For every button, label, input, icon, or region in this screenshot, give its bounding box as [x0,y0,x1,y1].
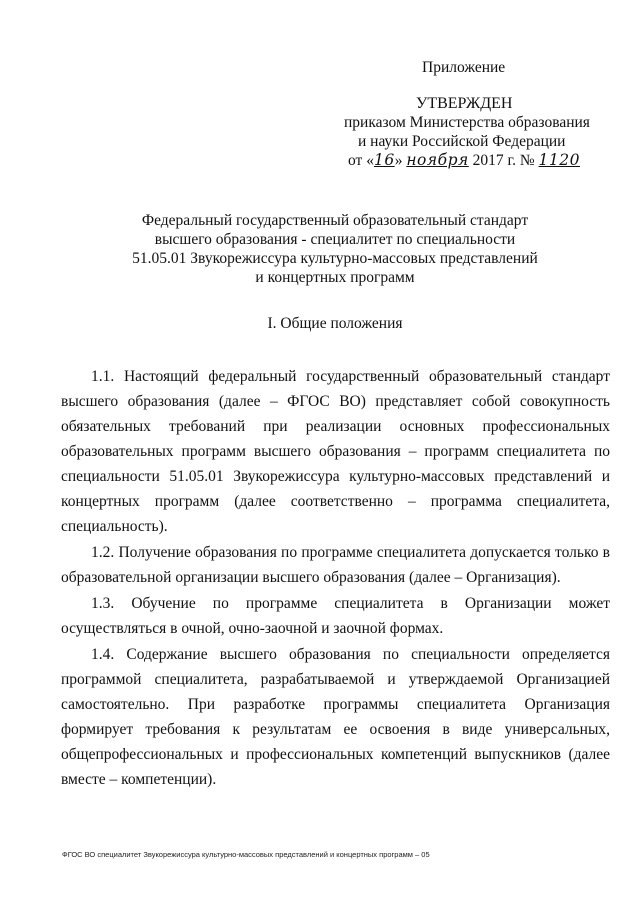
order-year: 2017 г. № [472,152,535,169]
order-line-1: приказом Министерства образования [344,114,590,131]
date-prefix: от « [348,152,374,169]
document-title [60,211,610,287]
paragraph-1-1: 1.1. Настоящий федеральный государственный образовательный стандарт высшего образования (далее – ФГОС ВО) представляет собой совокупность обязательных требований при реализации основных профессиональных образовательных программ высшего образования – программ специалитета по специальности 51.05.01 Звукорежиссура культурно-массовых представлений и концертных программ (далее соответственно – программа специалитета, специальность). [61,368,610,535]
paragraph-1-3: 1.3. Обучение по программе специалитета в Организации может осуществляться в очной, очно-заочной и заочной формах. [61,595,610,637]
order-day: 16 [373,151,395,169]
order-line-2: и науки Российской Федерации [358,133,566,150]
order-month: ноября [406,151,469,169]
title-line: 51.05.01 Звукорежиссура культурно-массовых представлений [132,250,538,267]
page-footer: ФГОС ВО специалитет Звукорежиссура культурно-массовых представлений и концертных программ – 05 [62,850,430,859]
approved-label: УТВЕРЖДЕН [416,95,513,112]
title-line: высшего образования - специалитет по специальности [154,231,516,248]
order-date-line [348,151,580,170]
order-number: 1120 [538,151,580,169]
date-mid: » [394,152,403,169]
appendix-label: Приложение [422,59,506,76]
paragraph-1-2: 1.2. Получение образования по программе специалитета допускается только в образовательной организации высшего образования (далее – Организация). [61,544,610,586]
section-heading: I. Общие положения [267,315,403,332]
title-line: и концертных программ [255,269,415,286]
document-body [61,364,610,793]
title-line: Федеральный государственный образовательный стандарт [141,212,529,229]
paragraph-1-4: 1.4. Содержание высшего образования по специальности определяется программой специалитета, разрабатываемой и утверждаемой Организацией самостоятельно. При разработке программы специалитета Организация формирует требования к результатам ее освоения в виде универсальных, общепрофессиональных и профессиональных компетенций выпускников (далее вместе – компетенции). [61,646,610,788]
